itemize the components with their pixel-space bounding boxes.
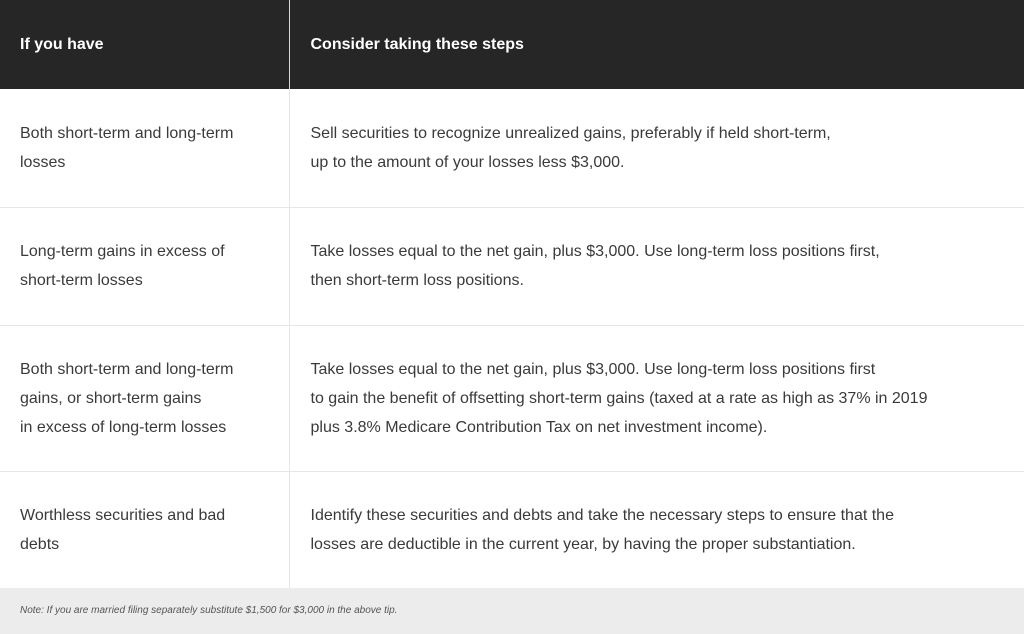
column-header-if-you-have: If you have [0, 0, 289, 89]
condition-line: losses [20, 153, 66, 171]
table-row [0, 207, 1024, 325]
steps-line: then short-term loss positions. [310, 272, 524, 289]
steps-line: Identify these securities and debts and take the necessary steps to ensure that the [310, 506, 894, 524]
condition-line: short-term losses [20, 272, 143, 289]
condition-line: Worthless securities and bad [20, 506, 226, 524]
table-row [0, 325, 1024, 471]
table-row [0, 89, 1024, 207]
steps-cell [289, 89, 1024, 207]
steps-cell [289, 207, 1024, 325]
condition-line: gains, or short-term gains [20, 389, 202, 407]
condition-cell [0, 207, 289, 325]
steps-cell [289, 471, 1024, 588]
footnote: Note: If you are married filing separately substitute $1,500 for $3,000 in the above tip. [0, 588, 1024, 634]
steps-cell [289, 325, 1024, 471]
steps-line: Take losses equal to the net gain, plus $3,000. Use long-term loss positions first [310, 360, 876, 378]
condition-line: Long-term gains in excess of [20, 243, 225, 260]
condition-line: Both short-term and long-term [20, 360, 234, 378]
steps-line: to gain the benefit of offsetting short-term gains (taxed at a rate as high as 37% in 2019 [310, 389, 928, 407]
table-header-row [0, 0, 1024, 89]
condition-line: Both short-term and long-term [20, 124, 234, 142]
steps-line: Sell securities to recognize unrealized gains, preferably if held short-term, [310, 124, 831, 142]
table-row [0, 471, 1024, 588]
condition-line: debts [20, 535, 60, 553]
condition-cell [0, 89, 289, 207]
steps-line: plus 3.8% Medicare Contribution Tax on net investment income). [310, 418, 768, 436]
condition-line: in excess of long-term losses [20, 418, 227, 436]
condition-cell [0, 325, 289, 471]
column-header-consider-steps: Consider taking these steps [289, 0, 1024, 89]
steps-line: Take losses equal to the net gain, plus $3,000. Use long-term loss positions first, [310, 243, 880, 260]
steps-line: up to the amount of your losses less $3,000. [310, 153, 625, 171]
steps-line: losses are deductible in the current year, by having the proper substantiation. [310, 535, 856, 553]
condition-cell [0, 471, 289, 588]
